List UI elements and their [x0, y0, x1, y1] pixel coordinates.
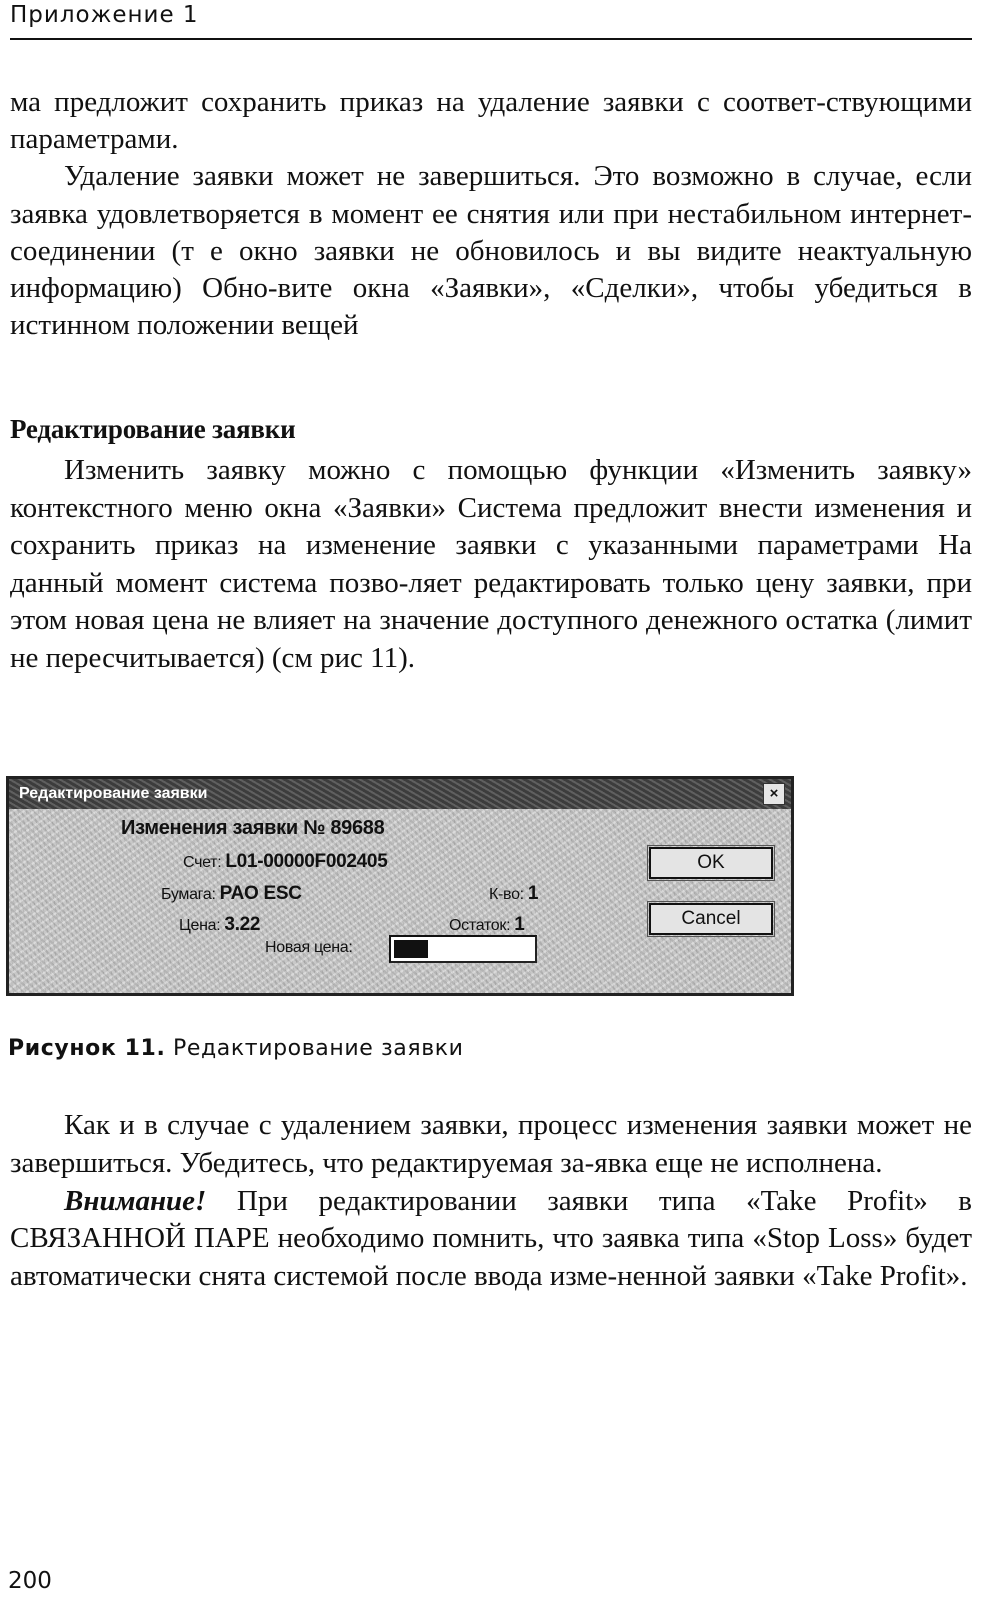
- account-row: [183, 851, 387, 873]
- text-block-editing: [10, 452, 972, 678]
- price-row: [179, 914, 260, 936]
- attention-label: Внимание!: [64, 1184, 207, 1217]
- security-row: [161, 883, 302, 905]
- close-icon[interactable]: ×: [763, 783, 785, 805]
- figure-caption: [8, 1036, 464, 1061]
- dialog-titlebar[interactable]: [9, 779, 791, 809]
- quantity-label: К-во:: [489, 886, 524, 903]
- attention-text: При редактировании заявки типа «Take Profit» в СВЯЗАННОЙ ПАРЕ необходимо помнить, что заявка типа «Stop Loss» будет автоматически снята системой после ввода изме-ненной заявки «Take Profit».: [10, 1184, 972, 1293]
- quantity-row: [489, 883, 538, 905]
- edit-order-dialog: [6, 776, 794, 996]
- text-block-deletion: [10, 84, 972, 344]
- header-rule: [10, 38, 972, 40]
- new-price-input[interactable]: [389, 935, 537, 963]
- remaining-label: Остаток:: [449, 917, 511, 934]
- paragraph: Как и в случае с удалением заявки, процесс изменения заявки может не завершиться. Убедитесь, что редактируемая за-явка еще не исполнена.: [10, 1109, 972, 1179]
- section-title: Редактирование заявки: [10, 414, 296, 444]
- paragraph: Изменить заявку можно с помощью функции «Изменить заявку» контекстного меню окна «Заявки» Система предложит внести изменения и сохранить приказ на изменение заявки с указанными параметрами На данный момент система позво-ляет редактировать только цену заявки, при этом новая цена не влияет на значение доступного денежного остатка (лимит не пересчитывается) (см рис 11).: [10, 454, 972, 674]
- price-label: Цена:: [179, 917, 221, 934]
- text-block-notes: [10, 1107, 972, 1296]
- caption-label: Рисунок 11.: [8, 1036, 166, 1061]
- security-value: PAO ESC: [219, 883, 302, 904]
- remaining-row: [449, 914, 525, 936]
- paragraph-attention: [10, 1183, 972, 1296]
- paragraph: ма предложит сохранить приказ на удаление заявки с соответ-ствующими параметрами.: [10, 86, 972, 156]
- remaining-value: 1: [514, 914, 525, 935]
- caption-text: Редактирование заявки: [165, 1036, 464, 1061]
- dialog-title: Редактирование заявки: [19, 785, 208, 802]
- ok-button[interactable]: OK: [649, 847, 773, 879]
- quantity-value: 1: [527, 883, 539, 904]
- page-number: 200: [8, 1568, 52, 1594]
- account-value: L01-00000F002405: [225, 851, 388, 872]
- cancel-button[interactable]: Cancel: [649, 903, 773, 935]
- text-selection: [394, 940, 428, 958]
- security-label: Бумага:: [161, 886, 216, 903]
- running-head: Приложение 1: [10, 2, 199, 28]
- price-value: 3.22: [224, 914, 261, 935]
- new-price-label: Новая цена:: [265, 939, 353, 956]
- account-label: Счет:: [183, 854, 222, 871]
- paragraph: Удаление заявки может не завершиться. Это возможно в случае, если заявка удовлетворяется в момент ее снятия или при нестабильном интернет-соединении (т е окно заявки не обновилось и вы видите неактуальную информацию) Обно-вите окна «Заявки», «Сделки», чтобы убедиться в истинном положении вещей: [10, 160, 972, 342]
- dialog-heading: Изменения заявки № 89688: [121, 817, 385, 839]
